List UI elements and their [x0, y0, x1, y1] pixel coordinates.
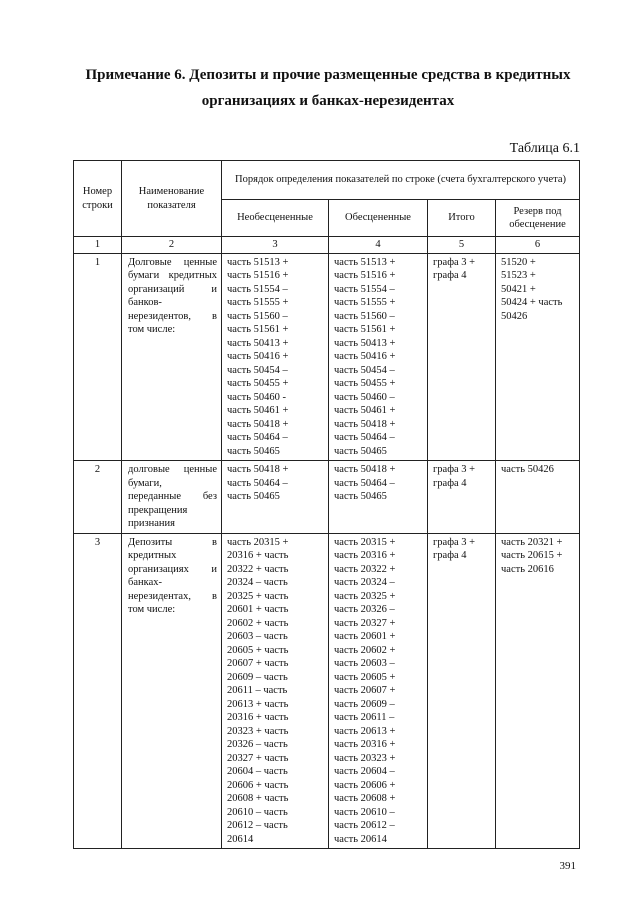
account-line: часть 20326 –: [334, 604, 395, 615]
account-line: графа 4: [433, 550, 467, 561]
account-line: часть 20611 –: [334, 712, 395, 723]
account-line: часть 20601 +: [334, 631, 396, 642]
account-line: часть 50464 –: [334, 477, 395, 489]
account-line: часть 50460 –: [334, 391, 395, 403]
reserve-accounts: [496, 253, 580, 461]
account-line: часть 20606 +: [334, 779, 396, 791]
account-line: 51520 +: [501, 256, 536, 268]
account-line: 20603 – часть: [227, 631, 288, 642]
account-line: часть 50413 +: [227, 337, 289, 349]
account-line: часть 51554 –: [227, 283, 288, 295]
indicator-name: долговые ценные бумаги, переданные без прекращения признания: [122, 461, 222, 534]
account-line: часть 20612 –: [334, 820, 395, 831]
account-line: 20609 – часть: [227, 671, 288, 683]
account-line: часть 50465: [334, 445, 387, 457]
account-line: 20613 + часть: [227, 698, 289, 710]
account-line: часть 20322 +: [334, 563, 396, 575]
account-line: часть 20315 +: [334, 536, 396, 548]
account-line: часть 20316 +: [334, 550, 396, 561]
account-line: 20608 + часть: [227, 793, 289, 804]
deposits-table: [73, 160, 580, 849]
table-caption: Таблица 6.1: [509, 141, 580, 156]
account-line: часть 20607 +: [334, 685, 396, 696]
header-procedure: Порядок определения показателей по строке (счета бухгалтерского учета): [222, 161, 580, 200]
account-line: часть 20616: [501, 563, 554, 575]
account-line: часть 51560 –: [334, 310, 395, 322]
account-line: 20607 + часть: [227, 658, 289, 669]
account-line: 20325 + часть: [227, 590, 289, 602]
not-impaired-accounts: [222, 253, 329, 461]
impaired-accounts: [329, 461, 428, 534]
row-number: 3: [74, 533, 122, 849]
reserve-accounts: [496, 461, 580, 534]
page-title: [60, 62, 596, 114]
account-line: часть 50464 –: [227, 432, 288, 443]
account-line: часть 50465: [334, 491, 387, 502]
account-line: часть 20609 –: [334, 698, 395, 710]
indicator-name: Долговые ценные бумаги кредитных организаций и банков-нерезидентов, в том числе:: [122, 253, 222, 461]
account-line: 20316 + часть: [227, 550, 289, 561]
account-line: 50424 + часть: [501, 297, 563, 308]
account-line: часть 50464 –: [334, 432, 395, 443]
page-number: 391: [559, 860, 576, 872]
account-line: часть 20610 –: [334, 806, 395, 818]
header-impaired: Обесцененные: [329, 200, 428, 237]
account-line: часть 50465: [227, 491, 280, 502]
account-line: часть 51516 +: [227, 270, 289, 281]
account-line: часть 20605 +: [334, 671, 396, 683]
account-line: часть 50418 +: [227, 464, 289, 475]
account-line: часть 50418 +: [227, 418, 289, 430]
column-numbers-row: [74, 237, 580, 254]
account-line: 20605 + часть: [227, 644, 289, 656]
account-line: 20602 + часть: [227, 617, 289, 629]
account-line: 51523 +: [501, 270, 536, 281]
account-line: 50421 +: [501, 283, 536, 295]
account-line: часть 20604 –: [334, 766, 395, 777]
row-number: 2: [74, 461, 122, 534]
impaired-accounts: [329, 533, 428, 849]
account-line: часть 51513 +: [334, 256, 396, 268]
total-formula: [428, 253, 496, 461]
account-line: 20322 + часть: [227, 563, 289, 575]
account-line: часть 51560 –: [227, 310, 288, 322]
account-line: графа 4: [433, 270, 467, 281]
account-line: 20614: [227, 833, 254, 845]
column-number: 3: [222, 237, 329, 254]
account-line: часть 50426: [501, 464, 554, 475]
account-line: 20610 – часть: [227, 806, 288, 818]
header-indicator-name: Наименование показателя: [122, 161, 222, 237]
table-row: [74, 461, 580, 534]
account-line: часть 50455 +: [334, 378, 396, 389]
account-line: часть 50416 +: [227, 351, 289, 362]
account-line: часть 51561 +: [227, 324, 289, 335]
table-body: [74, 253, 580, 849]
impaired-accounts: [329, 253, 428, 461]
account-line: часть 20603 –: [334, 658, 395, 669]
column-number: 4: [329, 237, 428, 254]
account-line: графа 3 +: [433, 256, 476, 268]
account-line: 20606 + часть: [227, 779, 289, 791]
account-line: часть 51555 +: [227, 297, 289, 308]
account-line: часть 51561 +: [334, 324, 396, 335]
account-line: часть 20325 +: [334, 590, 396, 602]
not-impaired-accounts: [222, 533, 329, 849]
account-line: часть 20614: [334, 833, 387, 845]
account-line: часть 51554 –: [334, 283, 395, 295]
account-line: часть 50413 +: [334, 337, 396, 349]
account-line: часть 50416 +: [334, 351, 396, 362]
account-line: 20601 + часть: [227, 604, 289, 615]
account-line: 20326 – часть: [227, 739, 288, 750]
account-line: часть 20316 +: [334, 739, 396, 750]
account-line: 50426: [501, 310, 528, 322]
account-line: часть 50465: [227, 445, 280, 457]
header-not-impaired: Необесцененные: [222, 200, 329, 237]
header-reserve: Резерв под обесценение: [496, 200, 580, 237]
column-number: 6: [496, 237, 580, 254]
account-line: часть 50464 –: [227, 477, 288, 489]
account-line: часть 50418 +: [334, 464, 396, 475]
account-line: часть 50460 -: [227, 391, 286, 403]
column-number: 2: [122, 237, 222, 254]
account-line: графа 4: [433, 477, 467, 489]
account-line: часть 20615 +: [501, 550, 563, 561]
account-line: 20604 – часть: [227, 766, 288, 777]
account-line: часть 20327 +: [334, 617, 396, 629]
account-line: 20323 + часть: [227, 725, 289, 737]
total-formula: [428, 461, 496, 534]
account-line: часть 20321 +: [501, 536, 563, 548]
account-line: часть 50455 +: [227, 378, 289, 389]
account-line: часть 20608 +: [334, 793, 396, 804]
account-line: 20324 – часть: [227, 577, 288, 588]
account-line: 20612 – часть: [227, 820, 288, 831]
account-line: часть 20324 –: [334, 577, 395, 588]
account-line: часть 50418 +: [334, 418, 396, 430]
column-number: 5: [428, 237, 496, 254]
account-line: часть 20315 +: [227, 536, 289, 548]
title-line-2: организациях и банках-нерезидентах: [201, 93, 455, 109]
account-line: часть 51513 +: [227, 256, 289, 268]
column-number: 1: [74, 237, 122, 254]
account-line: 20316 + часть: [227, 712, 289, 723]
reserve-accounts: [496, 533, 580, 849]
indicator-name: Депозиты в кредитных организациях и банках-нерезидентах, в том числе:: [122, 533, 222, 849]
table-row: [74, 253, 580, 461]
account-line: часть 50454 –: [227, 364, 288, 376]
header-row-number: Номер строки: [74, 161, 122, 237]
account-line: часть 50461 +: [227, 405, 289, 416]
account-line: часть 20323 +: [334, 752, 396, 764]
total-formula: [428, 533, 496, 849]
account-line: графа 3 +: [433, 464, 476, 475]
account-line: часть 20602 +: [334, 644, 396, 656]
account-line: 20611 – часть: [227, 685, 288, 696]
not-impaired-accounts: [222, 461, 329, 534]
account-line: часть 51516 +: [334, 270, 396, 281]
account-line: часть 51555 +: [334, 297, 396, 308]
row-number: 1: [74, 253, 122, 461]
account-line: часть 50461 +: [334, 405, 396, 416]
account-line: графа 3 +: [433, 536, 476, 548]
account-line: часть 50454 –: [334, 364, 395, 376]
account-line: 20327 + часть: [227, 752, 289, 764]
table-row: [74, 533, 580, 849]
header-total: Итого: [428, 200, 496, 237]
title-line-1: Примечание 6. Депозиты и прочие размещенные средства в кредитных: [85, 67, 571, 83]
account-line: часть 20613 +: [334, 725, 396, 737]
